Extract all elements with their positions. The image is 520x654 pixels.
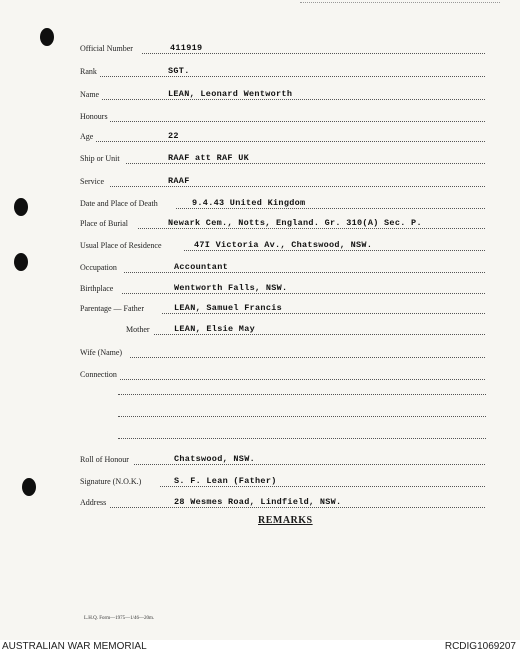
field-age [80,128,485,142]
top-dotted-line [300,2,500,7]
rank-label: Rank [80,67,97,76]
footer-archive-name: AUSTRALIAN WAR MEMORIAL [2,641,147,652]
roll-label: Roll of Honour [80,455,129,464]
death-value: 9.4.43 United Kingdom [192,198,306,208]
occupation-value: Accountant [174,262,229,272]
field-occupation [80,259,485,273]
field-line [110,121,485,122]
official-number-value: 411919 [170,43,203,53]
field-burial [80,215,485,229]
burial-value: Newark Cem., Notts, England. Gr. 310(A) Sec. P. [168,218,422,228]
age-value: 22 [168,131,179,141]
birthplace-label: Birthplace [80,284,114,293]
field-ship-unit [80,150,485,164]
field-line [110,507,485,508]
service-value: RAAF [168,176,190,186]
field-line [184,250,485,251]
field-name [80,86,485,100]
rank-value: SGT. [168,66,190,76]
father-label: Parentage — Father [80,304,144,313]
field-father [80,300,485,314]
honours-label: Honours [80,112,108,121]
connection-label: Connection [80,370,117,379]
field-connection [80,366,485,380]
burial-label: Place of Burial [80,219,128,228]
field-line [100,76,485,77]
name-label: Name [80,90,100,99]
age-label: Age [80,132,94,141]
field-address [80,494,485,508]
official-number-label: Official Number [80,44,133,53]
field-line [138,228,485,229]
field-line [130,357,485,358]
field-line [122,293,485,294]
signature-value: S. F. Lean (Father) [174,476,277,486]
field-death [80,195,485,209]
address-label: Address [80,498,107,507]
field-line [162,313,485,314]
name-value: LEAN, Leonard Wentworth [168,89,293,99]
birthplace-value: Wentworth Falls, NSW. [174,283,288,293]
field-line [110,186,485,187]
field-wife [80,344,485,358]
ship-unit-value: RAAF att RAF UK [168,153,250,163]
field-honours [80,108,485,122]
mother-label: Mother [126,325,150,334]
field-birthplace [80,280,485,294]
field-line [120,379,485,380]
connection-line [118,416,486,417]
field-rank [80,63,485,77]
wife-label: Wife (Name) [80,348,123,357]
occupation-label: Occupation [80,263,117,272]
field-line [176,208,485,209]
punch-hole [40,28,54,46]
punch-hole [14,253,28,271]
ship-unit-label: Ship or Unit [80,154,120,163]
field-line [160,486,485,487]
field-line [154,334,485,335]
address-value: 28 Wesmes Road, Lindfield, NSW. [174,497,342,507]
service-label: Service [80,177,104,186]
remarks-heading: REMARKS [258,515,313,526]
punch-hole [22,478,36,496]
father-value: LEAN, Samuel Francis [174,303,283,313]
field-line [134,464,485,465]
field-line [102,99,485,100]
field-official-number [80,40,485,54]
field-line [96,141,485,142]
signature-label: Signature (N.O.K.) [80,477,142,486]
connection-line [118,438,486,439]
field-residence [80,237,485,251]
residence-label: Usual Place of Residence [80,241,162,250]
field-service [80,173,485,187]
field-line [124,272,485,273]
punch-hole [14,198,28,216]
field-signature [80,473,485,487]
field-line [142,53,485,54]
field-mother [126,321,485,335]
field-line [126,163,485,164]
footer-record-id: RCDIG1069207 [444,641,516,652]
form-footnote: L.H.Q. Form—1975—1/46—20m. [84,616,155,621]
roll-value: Chatswood, NSW. [174,454,256,464]
mother-value: LEAN, Elsie May [174,324,256,334]
residence-value: 47I Victoria Av., Chatswood, NSW. [194,240,373,250]
field-roll-of-honour [80,451,485,465]
connection-line [118,394,486,395]
death-label: Date and Place of Death [80,199,158,208]
